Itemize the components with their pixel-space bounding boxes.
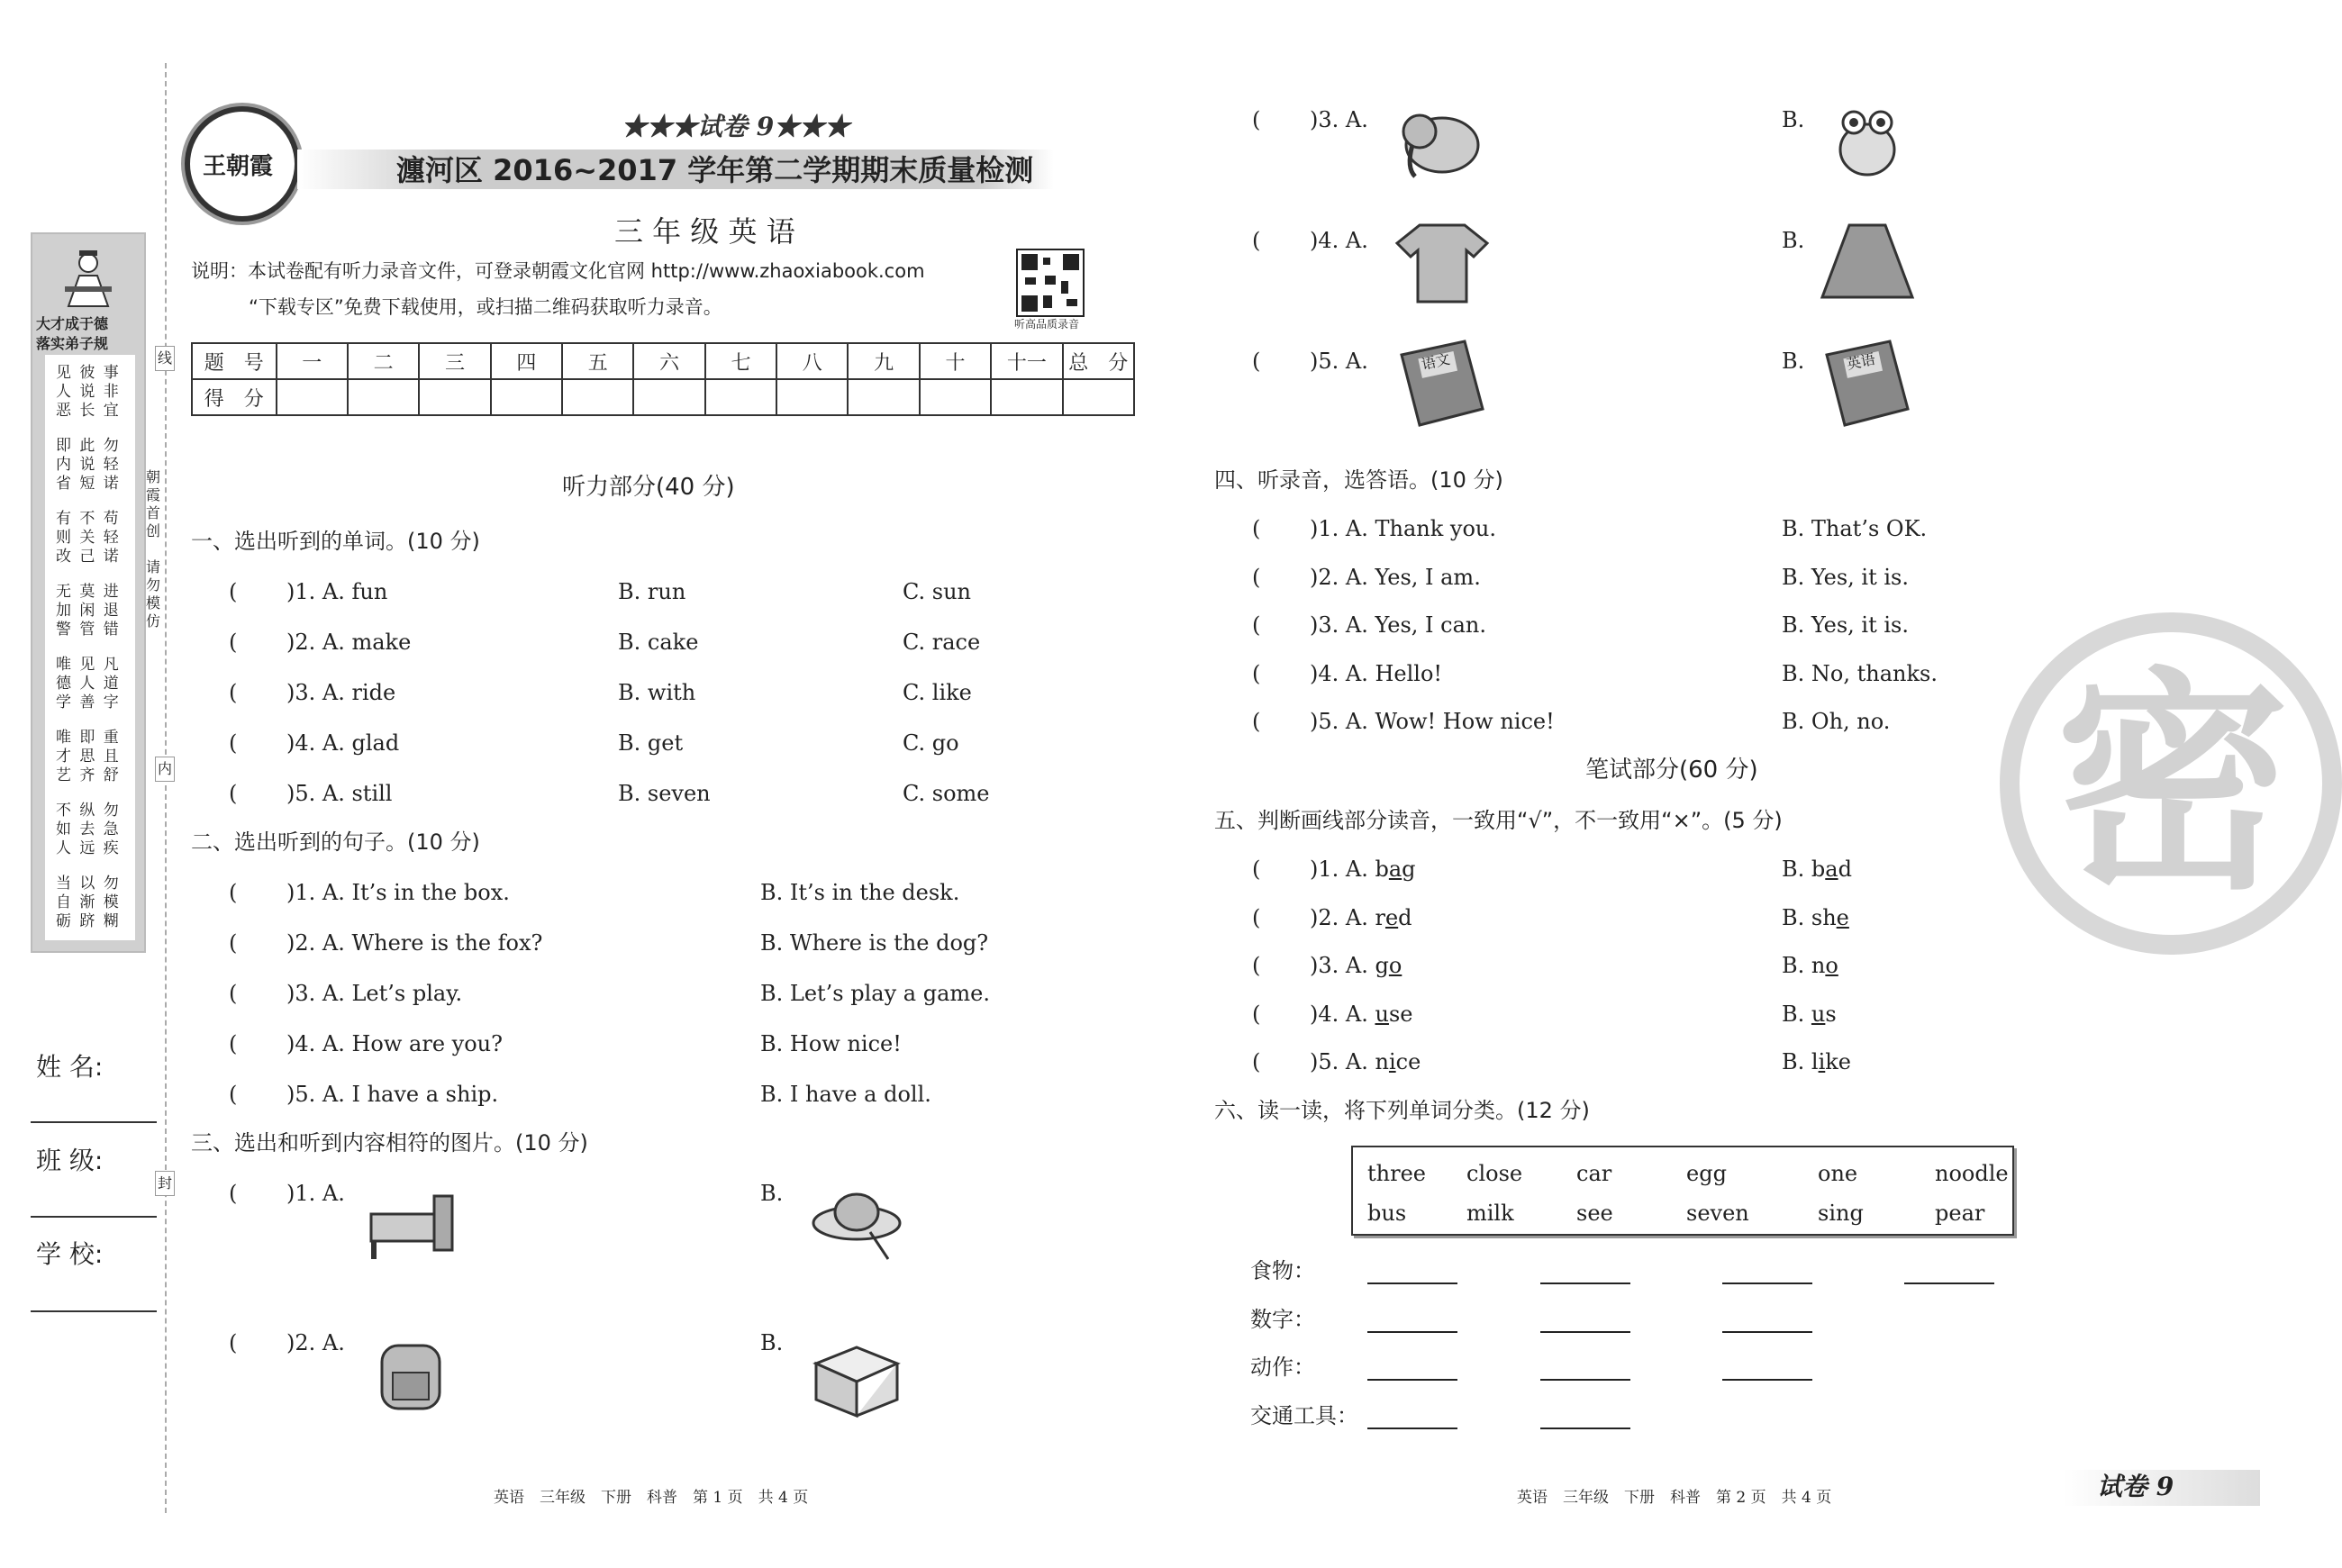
- motto-verse-line: 当 以 勿: [56, 875, 121, 893]
- word-item: pear: [1935, 1201, 1985, 1226]
- s5-fragment: n: [1375, 1049, 1389, 1074]
- s5-option-a: [1310, 952, 1402, 979]
- box-picture: [807, 1328, 906, 1418]
- answer-blank[interactable]: [1540, 1379, 1630, 1381]
- answer-paren[interactable]: (: [229, 880, 238, 905]
- answer-paren[interactable]: (: [229, 930, 238, 956]
- category-label: 数字：: [1250, 1306, 1315, 1332]
- s1-option-c: C. like: [903, 680, 972, 705]
- footer-badge: 试卷 9: [2097, 1472, 2174, 1501]
- class-label: 班 级:: [36, 1146, 104, 1175]
- word-item: close: [1466, 1161, 1523, 1186]
- category-label: 动作：: [1250, 1355, 1315, 1380]
- s3-option-b: B.: [1782, 349, 1805, 374]
- s5-fragment: se: [1388, 1001, 1413, 1027]
- answer-paren[interactable]: (: [229, 1330, 238, 1355]
- answer-paren[interactable]: (: [1252, 1049, 1261, 1074]
- s3-option-a: )1. A.: [286, 1181, 345, 1206]
- motto-verse-line: 加 闲 退: [56, 602, 121, 620]
- answer-blank[interactable]: [1722, 1379, 1812, 1381]
- s5-fragment: b: [1375, 857, 1389, 882]
- s5-fragment: )2. A.: [1310, 904, 1375, 930]
- s4-option-a: )5. A. Wow! How nice!: [1310, 709, 1555, 734]
- motto-verse-line: 警 管 错: [56, 621, 121, 639]
- s4-option-a: )2. A. Yes, I am.: [1310, 564, 1481, 590]
- s1-option-b: B. get: [618, 730, 684, 756]
- s5-fragment: g: [1402, 857, 1416, 882]
- word-item: three: [1367, 1161, 1426, 1186]
- s5-fragment: o: [1388, 953, 1402, 978]
- score-header-cell: 总 分: [1063, 343, 1134, 379]
- t-shirt-picture: [1393, 216, 1492, 306]
- score-cell[interactable]: [920, 379, 991, 415]
- s2-title: 二、选出听到的句子。(10 分): [191, 829, 480, 855]
- motto-verse-line: 则 关 轻: [56, 529, 121, 547]
- elephant-picture: [1393, 95, 1492, 186]
- s3-option-a: )3. A.: [1310, 107, 1368, 132]
- s1-option-c: C. go: [903, 730, 959, 756]
- s5-fragment: s: [1825, 1001, 1837, 1027]
- s1-option-c: C. sun: [903, 579, 971, 604]
- school-field[interactable]: [31, 1310, 157, 1312]
- s4-option-b: B. No, thanks.: [1782, 660, 1938, 686]
- s1-option-a: )4. A. glad: [286, 730, 400, 756]
- answer-paren[interactable]: (: [229, 630, 238, 655]
- motto-verse-line: 见 彼 事: [56, 364, 121, 382]
- motto-verse-line: 自 渐 模: [56, 893, 121, 911]
- s4-option-a: )3. A. Yes, I can.: [1310, 612, 1486, 638]
- score-cell[interactable]: [491, 379, 562, 415]
- s1-title: 一、选出听到的单词。(10 分): [191, 529, 480, 554]
- book-title: 英语: [1845, 349, 1877, 374]
- s3-option-b: B.: [1782, 107, 1805, 132]
- score-cell[interactable]: [277, 379, 348, 415]
- s2-option-b: B. Where is the dog?: [760, 930, 989, 956]
- answer-blank[interactable]: [1722, 1331, 1812, 1333]
- motto-verse-line: 内 说 轻: [56, 456, 121, 474]
- written-title: 笔试部分(60 分): [1585, 757, 1758, 784]
- word-item: seven: [1686, 1201, 1749, 1226]
- margin-c: 封: [155, 1171, 175, 1196]
- score-header-cell: 一: [277, 343, 348, 379]
- logo: [185, 106, 300, 222]
- s3-option-a: )4. A.: [1310, 228, 1368, 253]
- s5-fragment: )4. A.: [1310, 1001, 1375, 1027]
- s5-fragment: B. b: [1782, 857, 1826, 882]
- s3-option-b: B.: [760, 1330, 784, 1355]
- note-line-2: “下载专区”免费下载使用，或扫描二维码获取听力录音。: [249, 296, 722, 318]
- motto-panel: [31, 232, 146, 953]
- qr-code[interactable]: [1016, 249, 1085, 317]
- answer-paren[interactable]: (: [1252, 1001, 1261, 1027]
- logo-text: 王朝霞: [203, 153, 274, 180]
- motto-verse-line: 德 人 道: [56, 675, 121, 693]
- motto-verse-line: 学 善 字: [56, 693, 121, 711]
- listening-title: 听力部分(40 分): [562, 474, 735, 501]
- motto-verse-line: 无 莫 进: [56, 583, 121, 601]
- s3-option-b: B.: [1782, 228, 1805, 253]
- s5-fragment: u: [1375, 1001, 1389, 1027]
- s5-fragment: o: [1825, 953, 1838, 978]
- s4-title: 四、听录音，选答语。(10 分): [1214, 467, 1503, 493]
- answer-paren[interactable]: (: [1252, 612, 1261, 638]
- s5-fragment: i: [1388, 1049, 1396, 1074]
- s1-option-c: C. some: [903, 781, 990, 806]
- s5-option-a: [1310, 856, 1416, 883]
- s5-fragment: B. sh: [1782, 904, 1837, 930]
- 语文-picture: [1393, 337, 1492, 427]
- s5-fragment: e: [1384, 904, 1399, 930]
- s5-fragment: e: [1836, 904, 1849, 930]
- s1-option-c: C. race: [903, 630, 981, 655]
- s5-title: 五、判断画线部分读音，一致用“√”，不一致用“×”。(5 分): [1214, 808, 1783, 833]
- s1-option-a: )5. A. still: [286, 781, 393, 806]
- score-header-cell: 四: [491, 343, 562, 379]
- score-cell[interactable]: [562, 379, 633, 415]
- s4-option-b: B. Oh, no.: [1782, 709, 1891, 734]
- answer-paren[interactable]: (: [1252, 660, 1261, 686]
- watermark-glyph: 密: [2056, 649, 2290, 921]
- answer-paren[interactable]: (: [229, 1031, 238, 1056]
- score-cell[interactable]: [776, 379, 848, 415]
- answer-paren[interactable]: (: [229, 1181, 238, 1206]
- s2-option-a: )5. A. I have a ship.: [286, 1082, 499, 1107]
- score-cell[interactable]: [705, 379, 776, 415]
- motto-verse-line: 砺 跻 糊: [56, 912, 121, 930]
- name-label: 姓 名:: [36, 1052, 104, 1082]
- s1-option-b: B. with: [618, 680, 696, 705]
- s2-option-b: B. How nice!: [760, 1031, 902, 1056]
- s5-option-a: [1310, 904, 1412, 931]
- answer-paren[interactable]: (: [229, 1082, 238, 1107]
- subject-title: 三 年 级 英 语: [614, 214, 795, 249]
- word-item: egg: [1686, 1161, 1727, 1186]
- s5-fragment: a: [1825, 857, 1838, 882]
- margin-note-1: 朝霞首创: [146, 468, 161, 539]
- answer-blank[interactable]: [1367, 1379, 1457, 1381]
- note-line-1: 说明：本试卷配有听力录音文件，可登录朝霞文化官网 http://www.zhaoxiabook.com: [191, 260, 925, 282]
- bed-picture: [362, 1178, 461, 1268]
- score-header-cell: 三: [419, 343, 490, 379]
- s1-option-a: )2. A. make: [286, 630, 412, 655]
- score-header-cell: 八: [776, 343, 848, 379]
- s1-option-b: B. seven: [618, 781, 711, 806]
- qr-label: 听高品质录音: [1014, 318, 1080, 331]
- answer-paren[interactable]: (: [229, 981, 238, 1006]
- word-box: [1351, 1146, 2014, 1236]
- hat-picture: [807, 1178, 906, 1268]
- s2-option-b: B. It’s in the desk.: [760, 880, 960, 905]
- bag-picture: [362, 1328, 461, 1418]
- s1-option-a: )3. A. ride: [286, 680, 396, 705]
- motto-verse-line: 恶 长 宜: [56, 402, 121, 420]
- class-field[interactable]: [31, 1216, 157, 1218]
- motto-verse-line: 唯 见 凡: [56, 656, 121, 674]
- answer-paren[interactable]: (: [229, 730, 238, 756]
- s5-option-b: [1782, 1048, 1851, 1075]
- answer-paren[interactable]: (: [1252, 564, 1261, 590]
- answer-paren[interactable]: (: [229, 781, 238, 806]
- motto-verse-line: 改 己 诺: [56, 548, 121, 566]
- word-item: car: [1576, 1161, 1612, 1186]
- word-item: one: [1818, 1161, 1858, 1186]
- motto-verse-line: 人 说 非: [56, 383, 121, 401]
- answer-paren[interactable]: (: [1252, 953, 1261, 978]
- s3-title: 三、选出和听到内容相符的图片。(10 分): [191, 1130, 588, 1156]
- motto-verse-line: 唯 即 重: [56, 729, 121, 747]
- answer-blank[interactable]: [1722, 1282, 1812, 1284]
- s5-fragment: g: [1375, 953, 1389, 978]
- s4-option-b: B. Yes, it is.: [1782, 612, 1909, 638]
- s4-option-b: B. That’s OK.: [1782, 516, 1928, 541]
- school-label: 学 校:: [36, 1239, 104, 1269]
- s5-fragment: d: [1838, 857, 1852, 882]
- motto-verse-line: 艺 齐 舒: [56, 766, 121, 784]
- score-header-cell: 七: [705, 343, 776, 379]
- word-item: sing: [1818, 1201, 1864, 1226]
- motto-verse-line: 人 远 疾: [56, 839, 121, 857]
- scholar-figure: [59, 247, 117, 310]
- s4-option-a: )4. A. Hello!: [1310, 660, 1443, 686]
- s2-option-a: )1. A. It’s in the box.: [286, 880, 510, 905]
- score-cell[interactable]: [991, 379, 1062, 415]
- category-label: 食物：: [1250, 1258, 1315, 1283]
- motto-verse-line: 省 短 诺: [56, 475, 121, 493]
- word-item: see: [1576, 1201, 1613, 1226]
- answer-paren[interactable]: (: [229, 579, 238, 604]
- margin-note-2: 请勿模仿: [146, 558, 161, 630]
- s5-option-b: [1782, 904, 1849, 931]
- answer-paren[interactable]: (: [1252, 228, 1261, 253]
- answer-blank[interactable]: [1367, 1331, 1457, 1333]
- footer-right: 英语 三年级 下册 科普 第 2 页 共 4 页: [1517, 1489, 1832, 1507]
- s2-option-a: )3. A. Let’s play.: [286, 981, 463, 1006]
- s5-fragment: B.: [1782, 1001, 1811, 1027]
- s5-fragment: d: [1398, 904, 1412, 930]
- s5-fragment: ce: [1395, 1049, 1421, 1074]
- word-item: milk: [1466, 1201, 1514, 1226]
- motto-verse-line: 即 此 勿: [56, 437, 121, 455]
- score-cell[interactable]: [348, 379, 419, 415]
- score-header-cell: 十: [920, 343, 991, 379]
- s5-fragment: ke: [1825, 1049, 1852, 1074]
- score-cell[interactable]: [1063, 379, 1134, 415]
- margin-a: 线: [155, 346, 175, 371]
- word-item: bus: [1367, 1201, 1407, 1226]
- s1-option-b: B. run: [618, 579, 686, 604]
- motto-verse-line: 有 不 苟: [56, 510, 121, 528]
- s5-fragment: )3. A.: [1310, 953, 1375, 978]
- s5-option-b: [1782, 952, 1838, 979]
- answer-blank[interactable]: [1367, 1282, 1457, 1284]
- secret-watermark: [2000, 612, 2342, 955]
- category-label: 交通工具：: [1250, 1402, 1358, 1428]
- paper-title: 瀍河区 2016~2017 学年第二学期期末质量检测: [396, 153, 1034, 187]
- s2-option-b: B. Let’s play a game.: [760, 981, 990, 1006]
- score-header-cell: 五: [562, 343, 633, 379]
- score-header-cell: 题 号: [192, 343, 277, 379]
- score-header-cell: 二: [348, 343, 419, 379]
- score-cell: 得 分: [192, 379, 277, 415]
- s5-fragment: )1. A.: [1310, 857, 1375, 882]
- skirt-picture: [1818, 216, 1917, 306]
- score-table: [191, 342, 1135, 416]
- s5-fragment: B. n: [1782, 953, 1826, 978]
- s3-option-a: )2. A.: [286, 1330, 345, 1355]
- motto-verses: [45, 355, 135, 940]
- 英语-picture: [1818, 337, 1917, 427]
- score-header-cell: 六: [633, 343, 704, 379]
- answer-blank[interactable]: [1540, 1428, 1630, 1429]
- margin-b: 内: [155, 757, 175, 782]
- binding-line: [165, 63, 167, 1513]
- answer-paren[interactable]: (: [1252, 349, 1261, 374]
- s2-option-b: B. I have a doll.: [760, 1082, 931, 1107]
- score-cell[interactable]: [848, 379, 919, 415]
- s5-option-b: [1782, 1001, 1837, 1028]
- s5-option-a: [1310, 1048, 1421, 1075]
- frog-picture: [1818, 95, 1917, 186]
- word-item: noodle: [1935, 1161, 2009, 1186]
- s1-option-b: B. cake: [618, 630, 699, 655]
- s4-option-b: B. Yes, it is.: [1782, 564, 1909, 590]
- answer-paren[interactable]: (: [1252, 516, 1261, 541]
- s2-option-a: )2. A. Where is the fox?: [286, 930, 543, 956]
- s3-option-b: B.: [760, 1181, 784, 1206]
- s5-option-b: [1782, 856, 1852, 883]
- score-header-cell: 九: [848, 343, 919, 379]
- s5-fragment: r: [1375, 904, 1385, 930]
- motto-1: 大才成于德: [36, 315, 109, 332]
- answer-paren[interactable]: (: [1252, 904, 1261, 930]
- answer-paren[interactable]: (: [1252, 857, 1261, 882]
- s1-option-a: )1. A. fun: [286, 579, 388, 604]
- footer-left: 英语 三年级 下册 科普 第 1 页 共 4 页: [494, 1489, 809, 1507]
- answer-blank[interactable]: [1904, 1282, 1994, 1284]
- s5-fragment: a: [1388, 857, 1402, 882]
- answer-paren[interactable]: (: [1252, 709, 1261, 734]
- answer-paren[interactable]: (: [229, 680, 238, 705]
- motto-verse-line: 如 去 急: [56, 820, 121, 838]
- s3-option-a: )5. A.: [1310, 349, 1368, 374]
- motto-verse-line: 才 思 且: [56, 748, 121, 766]
- book-title: 语文: [1420, 349, 1452, 374]
- motto-verse-line: 不 纵 勿: [56, 802, 121, 820]
- motto-2: 落实弟子规: [36, 335, 109, 352]
- answer-paren[interactable]: (: [1252, 107, 1261, 132]
- score-header-cell: 十一: [991, 343, 1062, 379]
- s5-fragment: u: [1811, 1001, 1826, 1027]
- paper-series: ★★★试卷 9★★★: [622, 112, 850, 141]
- score-cell[interactable]: [419, 379, 490, 415]
- s5-option-a: [1310, 1001, 1412, 1028]
- name-field[interactable]: [31, 1121, 157, 1123]
- s6-title: 六、读一读，将下列单词分类。(12 分): [1214, 1098, 1590, 1123]
- s2-option-a: )4. A. How are you?: [286, 1031, 503, 1056]
- s4-option-a: )1. A. Thank you.: [1310, 516, 1496, 541]
- answer-blank[interactable]: [1540, 1282, 1630, 1284]
- answer-blank[interactable]: [1540, 1331, 1630, 1333]
- s5-fragment: i: [1818, 1049, 1826, 1074]
- answer-blank[interactable]: [1367, 1428, 1457, 1429]
- score-cell[interactable]: [633, 379, 704, 415]
- s5-fragment: )5. A.: [1310, 1049, 1375, 1074]
- s5-fragment: B. l: [1782, 1049, 1819, 1074]
